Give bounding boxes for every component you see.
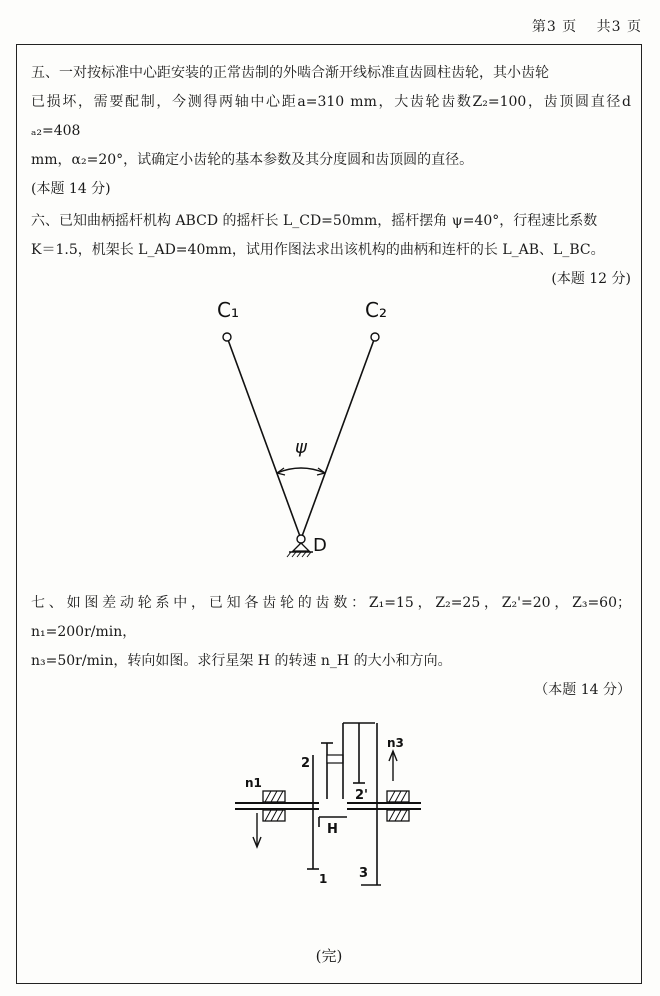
angle-arc [277, 468, 325, 473]
q5-line-2: 已损坏，需要配制，今测得两轴中心距a=310 mm，大齿轮齿数Z₂=100，齿顶圆直径d ₐ₂=408 [31, 94, 631, 139]
end-mark: (完) [315, 947, 343, 965]
question-7 [31, 589, 631, 705]
page-number: 第3 页 [531, 19, 578, 35]
link-c1-d [227, 337, 301, 539]
label-c2: C₂ [365, 298, 387, 322]
label-gear-3: 3 [359, 866, 369, 881]
gear-train-diagram [235, 695, 425, 910]
label-carrier-h: H [327, 822, 338, 837]
link-c2-d [301, 337, 375, 539]
page-header [518, 16, 642, 36]
label-psi: ψ [295, 437, 307, 458]
label-c1: C₁ [217, 298, 239, 322]
label-d: D [313, 535, 327, 556]
q6-points: (本题 12 分) [551, 271, 631, 287]
label-gear-2: 2 [301, 756, 311, 771]
question-5 [31, 59, 631, 204]
label-n1: n1 [245, 776, 262, 790]
q7-points: （本题 14 分） [534, 682, 631, 698]
q7-line-1: 七、如图差动轮系中，已知各齿轮的齿数：Z₁=15，Z₂=25，Z₂'=20，Z₃=60；n₁=200r/min， [31, 595, 631, 640]
page-total: 共3 页 [596, 19, 642, 35]
joint-c1 [223, 333, 231, 341]
q5-line-3: mm，α₂=20°，试确定小齿轮的基本参数及其分度圆和齿顶圆的直径。 [31, 152, 474, 168]
label-n3: n3 [387, 736, 404, 750]
joint-d [297, 535, 305, 543]
q5-line-1: 五、一对按标准中心距安装的正常齿制的外啮合渐开线标准直齿圆柱齿轮，其小齿轮 [31, 65, 549, 81]
q7-line-2: n₃=50r/min，转向如图。求行星架 H 的转速 n_H 的大小和方向。 [31, 653, 452, 669]
joint-c2 [371, 333, 379, 341]
rocker-diagram [197, 293, 417, 563]
label-gear-1: 1 [319, 872, 328, 886]
ground-support [293, 543, 309, 551]
exam-frame [16, 44, 642, 984]
q6-line-2: K＝1.5，机架长 L_AD=40mm，试用作图法求出该机构的曲柄和连杆的长 L_AB、L_BC。 [31, 242, 605, 258]
q6-line-1: 六、已知曲柄摇杆机构 ABCD 的摇杆长 L_CD=50mm，摇杆摆角 ψ=40°，行程速比系数 [31, 213, 598, 229]
question-6 [31, 207, 631, 294]
q5-points: (本题 14 分) [31, 181, 111, 197]
label-gear-2-prime: 2' [355, 788, 369, 803]
